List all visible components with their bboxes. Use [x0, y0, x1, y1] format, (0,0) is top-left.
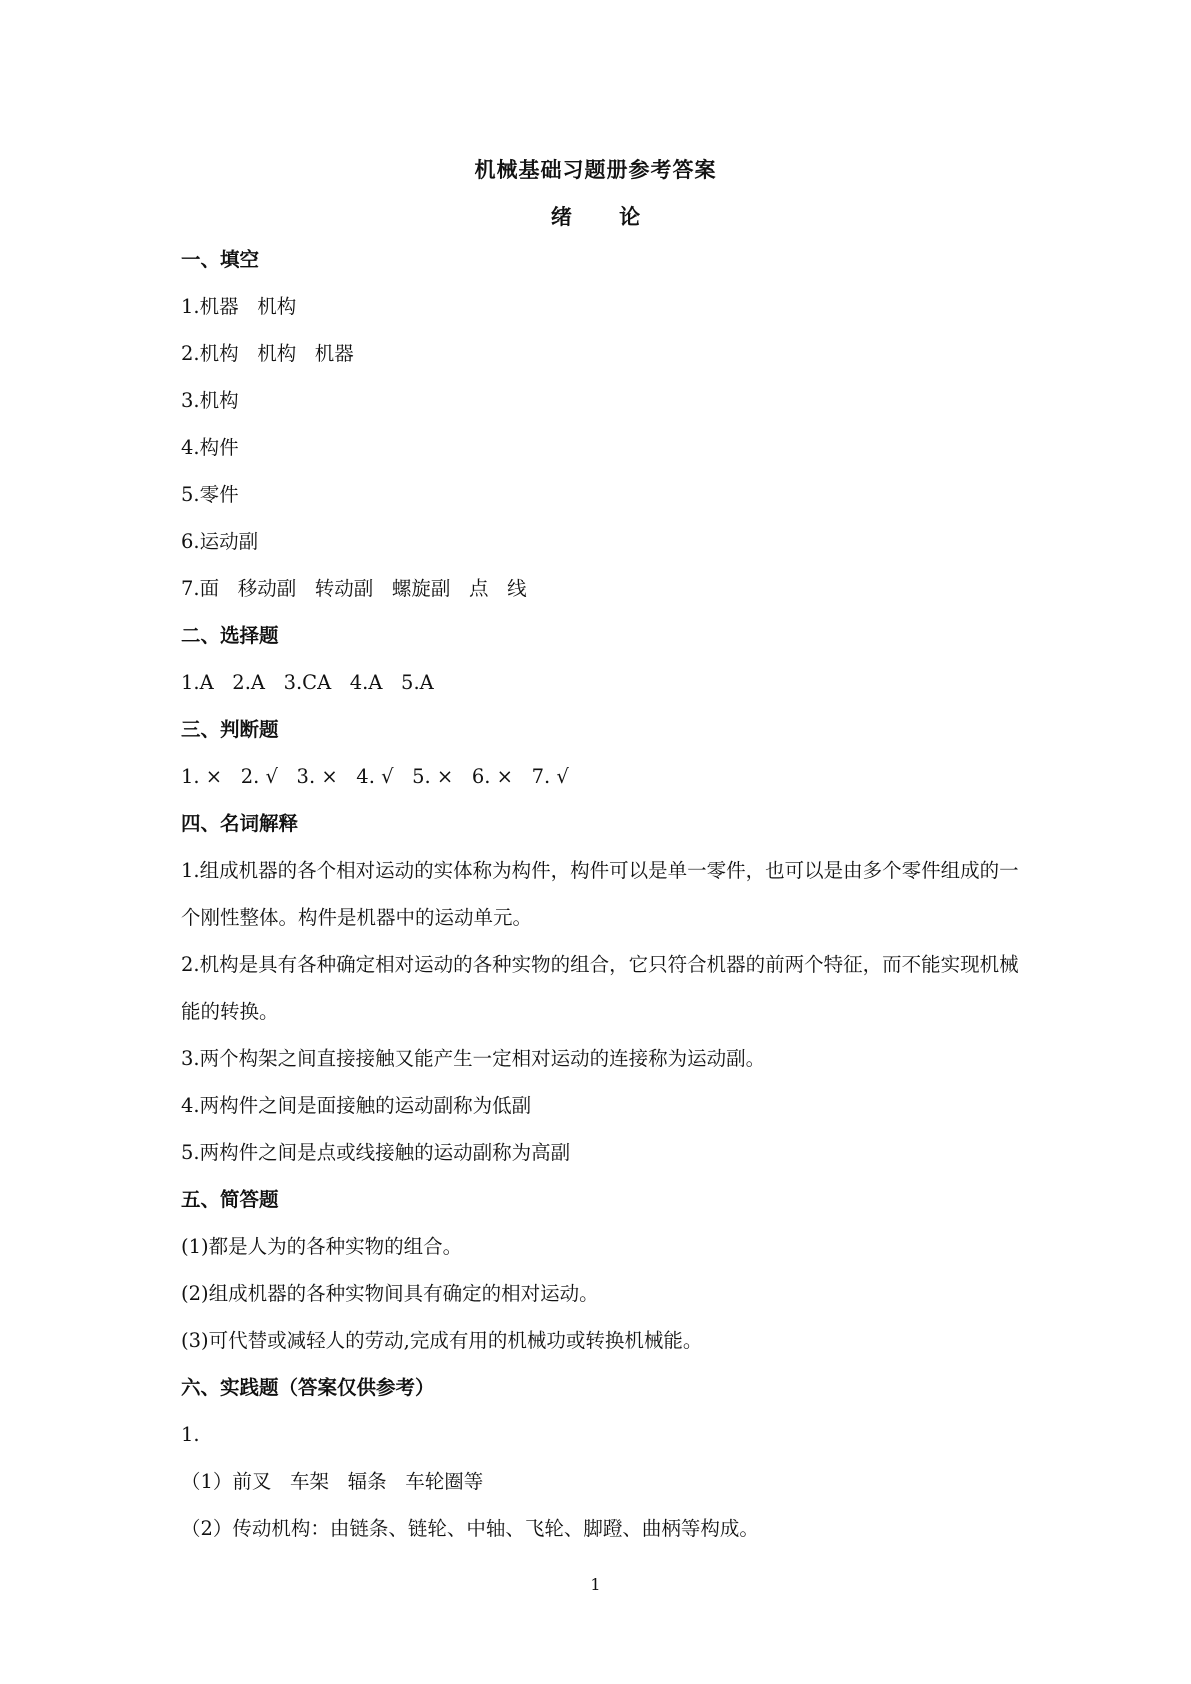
answer-line: (3)可代替或减轻人的劳动,完成有用的机械功或转换机械能。 [181, 1329, 703, 1352]
definition-paragraph: 1.组成机器的各个相对运动的实体称为构件，构件可以是单一零件，也可以是由多个零件组成的一个刚性整体。构件是机器中的运动单元。 [181, 859, 1019, 929]
section-heading-fill-in: 一、填空 [181, 248, 260, 271]
section-heading-practice: 六、实践题（答案仅供参考） [181, 1376, 435, 1399]
answer-line: 1.机器 机构 [181, 295, 297, 318]
answer-line: (2)组成机器的各种实物间具有确定的相对运动。 [181, 1282, 599, 1305]
answer-line: 1. × 2. √ 3. × 4. √ 5. × 6. × 7. √ [181, 765, 569, 788]
definition-paragraph: 4.两构件之间是面接触的运动副称为低副 [181, 1094, 532, 1117]
answer-line: 1.A 2.A 3.CA 4.A 5.A [181, 671, 434, 694]
answer-line: 5.零件 [181, 483, 239, 506]
answer-content [181, 246, 1031, 1562]
section-heading-multiple-choice: 二、选择题 [181, 624, 279, 647]
section-heading-short-answer: 五、简答题 [181, 1188, 279, 1211]
definition-paragraph: 3.两个构架之间直接接触又能产生一定相对运动的连接称为运动副。 [181, 1047, 766, 1070]
answer-line: 6.运动副 [181, 530, 259, 553]
answer-line: （2）传动机构：由链条、链轮、中轴、飞轮、脚蹬、曲柄等构成。 [181, 1517, 759, 1540]
answer-line: (1)都是人为的各种实物的组合。 [181, 1235, 463, 1258]
definition-paragraph: 5.两构件之间是点或线接触的运动副称为高副 [181, 1141, 571, 1164]
answer-line: 2.机构 机构 机器 [181, 342, 354, 365]
section-heading-definitions: 四、名词解释 [181, 812, 299, 835]
definition-paragraph: 2.机构是具有各种确定相对运动的各种实物的组合，它只符合机器的前两个特征，而不能实现机械能的转换。 [181, 953, 1019, 1023]
chapter-title: 绪 论 [550, 204, 661, 229]
answer-line: 4.构件 [181, 436, 239, 459]
section-heading-true-false: 三、判断题 [181, 718, 279, 741]
answer-line: 3.机构 [181, 389, 239, 412]
answer-line: （1）前叉 车架 辐条 车轮圈等 [181, 1470, 484, 1493]
page-number: 1 [590, 1575, 601, 1594]
answer-line: 1. [181, 1423, 200, 1446]
document-title: 机械基础习题册参考答案 [474, 157, 717, 182]
answer-line: 7.面 移动副 转动副 螺旋副 点 线 [181, 577, 527, 600]
